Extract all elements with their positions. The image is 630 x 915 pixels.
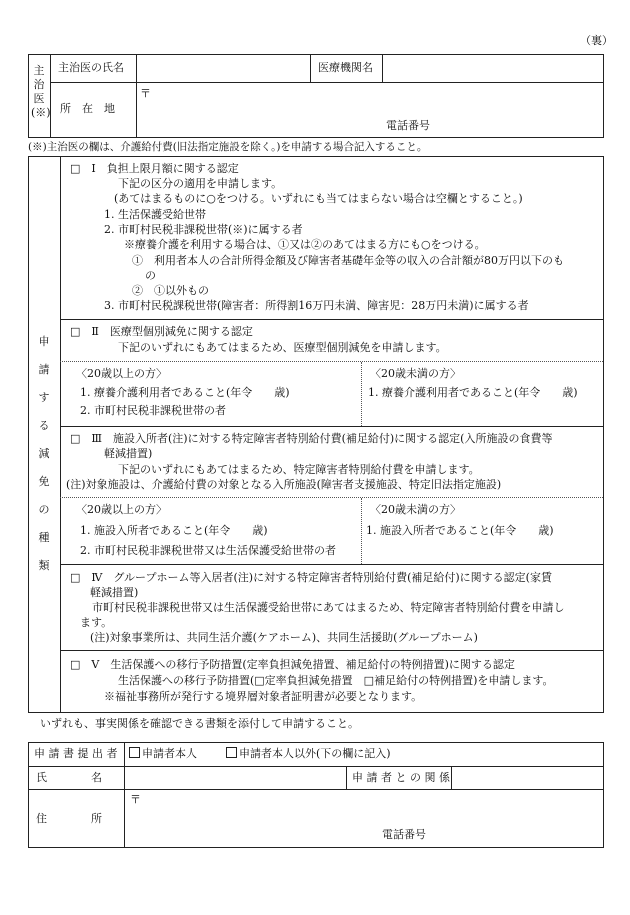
submitter-name-label: 氏 名	[36, 771, 102, 784]
section-2-left-item: 2. 市町村民税非課税世帯の者	[80, 404, 226, 417]
section-4-title[interactable]: □ Ⅳ グループホーム等入居者(注)に対する特定障害者特別給付費(補足給付)に関する認定(家賃	[70, 571, 552, 584]
checkbox-icon[interactable]	[226, 747, 237, 758]
section-3-right-item: 1. 施設入所者であること(年令 歳)	[366, 524, 554, 537]
section-3-title-cont: 軽減措置)	[104, 447, 153, 460]
section-5-line: ※福祉事務所が発行する境界層対象者証明書が必要となります。	[104, 690, 423, 703]
section-3-line: (注)対象施設は、介護給付費の対象となる入所施設(障害者支援施設、特定旧法指定施設)	[66, 478, 502, 491]
section-1-line: 下記の区分の適用を申請します。	[118, 177, 283, 190]
section-2-line: 下記のいずれにもあてはまるため、医療型個別減免を申請します。	[118, 341, 447, 354]
submitter-self-option[interactable]	[129, 747, 197, 761]
section-1-option[interactable]: ② ①以外もの	[132, 284, 209, 297]
section-4-line: 市町村民税非課税世帯又は生活保護受給世帯にあてはまるため、特定障害者特別給付費を申請し	[92, 601, 565, 614]
section-2-right-head: 〈20歳未満の方〉	[370, 367, 461, 380]
section-5-title[interactable]: □ Ⅴ 生活保護への移行予防措置(定率負担減免措置、補足給付の特例措置)に関する認定	[70, 658, 515, 671]
section-1-line: の	[145, 269, 156, 282]
submitter-name-field[interactable]	[128, 769, 342, 787]
doctor-name-field[interactable]	[140, 58, 306, 78]
section-1-option[interactable]: ① 利用者本人の合計所得金額及び障害者基礎年金等の収入の合計額が80万円以下のも	[132, 254, 564, 267]
section-1-line: ※療養介護を利用する場合は、①又は②のあてはまる方にも○をつける。	[124, 238, 486, 251]
section-3-left-item: 2. 市町村民税非課税世帯又は生活保護受給世帯の者	[80, 544, 336, 557]
section-1-option[interactable]: 3. 市町村民税課税世帯(障害者：所得割16万円未満、障害児：28万円未満)に属する者	[104, 299, 529, 312]
footer-note: いずれも、事実関係を確認できる書類を添付して申請すること。	[40, 717, 359, 730]
doctor-phone-label: 電話番号	[386, 119, 430, 132]
doctor-address-field[interactable]	[140, 86, 600, 134]
section-4-line: ます。	[80, 616, 113, 629]
section-1-option[interactable]: 1. 生活保護受給世帯	[104, 208, 206, 221]
relation-field[interactable]	[455, 769, 599, 787]
section-4-line: (注)対象事業所は、共同生活介護(ケアホーム)、共同生活援助(グループホーム)	[90, 631, 478, 644]
doctor-postal-mark: 〒	[140, 87, 151, 100]
submitter-label: 申 請 書 提 出 者	[34, 747, 118, 760]
checkbox-icon[interactable]	[129, 747, 140, 758]
section-3-left-head: 〈20歳以上の方〉	[76, 503, 167, 516]
submitter-address-field[interactable]	[128, 792, 600, 844]
section-2-left-item: 1. 療養介護利用者であること(年令 歳)	[80, 386, 290, 399]
section-1-title[interactable]: □ Ⅰ 負担上限月額に関する認定	[70, 162, 239, 175]
doctor-address-label: 所 在 地	[60, 102, 115, 115]
section-2-right-item: 1. 療養介護利用者であること(年令 歳)	[368, 386, 578, 399]
section-1-line: (あてはまるものに○をつける。いずれにも当てはまらない場合は空欄とすること。)	[114, 192, 523, 205]
section-3-right-head: 〈20歳未満の方〉	[370, 503, 461, 516]
submitter-other-option[interactable]	[226, 747, 391, 761]
section-4-title-cont: 軽減措置)	[90, 586, 139, 599]
submitter-self-label: 申請者本人	[142, 747, 197, 760]
submitter-address-label: 住 所	[36, 812, 102, 825]
institution-field[interactable]	[386, 58, 600, 78]
section-2-left-head: 〈20歳以上の方〉	[76, 367, 167, 380]
section-5-line: 生活保護への移行予防措置(□定率負担減免措置 □補足給付の特例措置)を申請します。	[118, 674, 554, 687]
institution-label: 医療機関名	[318, 61, 373, 74]
submitter-phone-label: 電話番号	[382, 828, 426, 841]
submitter-other-label: 申請者本人以外(下の欄に記入)	[239, 747, 391, 760]
section-2-title[interactable]: □ Ⅱ 医療型個別減免に関する認定	[70, 325, 253, 338]
section-1-option[interactable]: 2. 市町村民税非課税世帯(※)に属する者	[104, 223, 303, 236]
submitter-postal-mark: 〒	[130, 793, 141, 806]
section-3-left-item: 1. 施設入所者であること(年令 歳)	[80, 524, 268, 537]
section-3-title[interactable]: □ Ⅲ 施設入所者(注)に対する特定障害者特別給付費(補足給付)に関する認定(入所施設の食費等	[70, 432, 553, 445]
doctor-name-label: 主治医の氏名	[58, 61, 124, 74]
doctor-note: (※)主治医の欄は、介護給付費(旧法指定施設を除く。)を申請する場合記入すること。	[28, 141, 428, 153]
section-3-line: 下記のいずれにもあてはまるため、特定障害者特別給付費を申請します。	[118, 463, 480, 476]
page-side-label: （裏）	[580, 34, 613, 47]
relation-label: 申 請 者 と の 関 係	[352, 771, 450, 784]
doctor-side-label: 主治医(※)	[31, 64, 51, 119]
reduction-side-label: 申請する減免の種類	[38, 335, 50, 572]
